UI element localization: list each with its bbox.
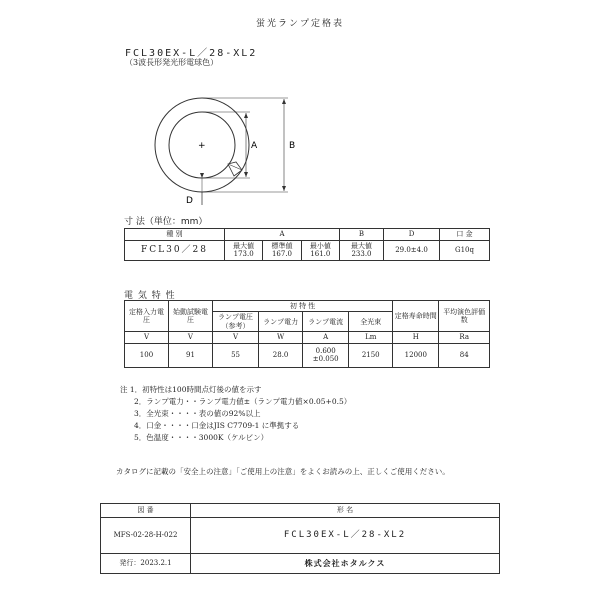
- footer-issued: 発行：2023.2.1: [101, 554, 191, 574]
- footer-drawing-no: MFS-02-28-H-022: [101, 518, 191, 554]
- notes: [120, 384, 351, 444]
- elec-u-start: V: [168, 332, 212, 343]
- dims-type: FCL30／28: [125, 241, 225, 261]
- model-name: FCL30EX-L／28-XL2: [125, 48, 258, 59]
- note-item: 5．色温度・・・・3000K（ケルビン）: [134, 433, 269, 442]
- elec-v-power: 28.0: [259, 343, 303, 367]
- dims-col-a: A: [225, 229, 340, 241]
- elec-u-ra: Ra: [439, 332, 490, 343]
- model-subtitle: （3波長形発光形電球色）: [125, 58, 219, 67]
- dims-b-max: 最大値 233.0: [340, 241, 384, 261]
- elec-h-ra: 平均演色評価数: [439, 301, 490, 332]
- electrical-table: [124, 300, 490, 368]
- elec-u-lamp-v: V: [212, 332, 258, 343]
- footer-model: FCL30EX-L／28-XL2: [191, 518, 500, 554]
- elec-u-life: H: [393, 332, 439, 343]
- elec-h-lamp-v: ランプ電圧（参考）: [212, 312, 258, 332]
- footer-company: 株式会社ホタルクス: [191, 554, 500, 574]
- lamp-diagram: [150, 90, 310, 220]
- note-item: 4．口金・・・・口金はJIS C7709-1 に準拠する: [134, 421, 300, 430]
- elec-u-current: A: [303, 332, 349, 343]
- dims-col-d: D: [384, 229, 440, 241]
- elec-u-power: W: [259, 332, 303, 343]
- elec-v-ra: 84: [439, 343, 490, 367]
- label-a: A: [251, 141, 258, 151]
- note-item: 2．ランプ電力・・ランプ電力値±（ランプ電力値×0.05+0.5）: [134, 397, 352, 406]
- elec-h-current: ランプ電流: [303, 312, 349, 332]
- dims-d-value: 29.0±4.0: [384, 241, 440, 261]
- elec-h-flux: 全光束: [349, 312, 393, 332]
- note-item: 3．全光束・・・・表の値の92%以上: [134, 409, 261, 418]
- elec-u-flux: Lm: [349, 332, 393, 343]
- note-item: 注 1．初特性は100時間点灯後の値を示す: [120, 385, 262, 394]
- elec-v-start: 91: [168, 343, 212, 367]
- title-block: [100, 503, 500, 574]
- dims-col-type: 種 別: [125, 229, 225, 241]
- elec-h-input: 定格入力電圧: [125, 301, 169, 332]
- elec-u-input: V: [125, 332, 169, 343]
- document-title: 蛍光ランプ定格表: [255, 19, 344, 29]
- footer-h-model: 形 名: [191, 504, 500, 518]
- catalog-note: カタログに記載の「安全上の注意」「ご使用上の注意」をよくお読みの上、正しくご使用ください。: [116, 467, 450, 476]
- elec-v-current: 0.600 ±0.050: [303, 343, 349, 367]
- elec-h-start: 始動試験電圧: [168, 301, 212, 332]
- elec-heading: 電 気 特 性: [124, 291, 176, 301]
- dims-heading: 寸 法（単位：mm）: [124, 217, 208, 227]
- dims-a-std: 標準値 167.0: [263, 241, 301, 261]
- dims-a-min: 最小値 161.0: [301, 241, 339, 261]
- dims-a-max: 最大値 173.0: [225, 241, 263, 261]
- label-d: D: [186, 196, 193, 206]
- elec-v-life: 12000: [393, 343, 439, 367]
- elec-h-life: 定格寿命時間: [393, 301, 439, 332]
- dims-col-base: 口 金: [440, 229, 490, 241]
- label-b: B: [289, 141, 296, 151]
- elec-v-input: 100: [125, 343, 169, 367]
- elec-h-initial: 初 特 性: [212, 301, 392, 312]
- elec-v-flux: 2150: [349, 343, 393, 367]
- footer-h-drawing: 図 番: [101, 504, 191, 518]
- elec-h-power: ランプ電力: [259, 312, 303, 332]
- elec-v-lamp-v: 55: [212, 343, 258, 367]
- dimensions-table: [124, 228, 490, 261]
- dims-base: G10q: [440, 241, 490, 261]
- dims-col-b: B: [340, 229, 384, 241]
- center-mark: +: [198, 141, 206, 151]
